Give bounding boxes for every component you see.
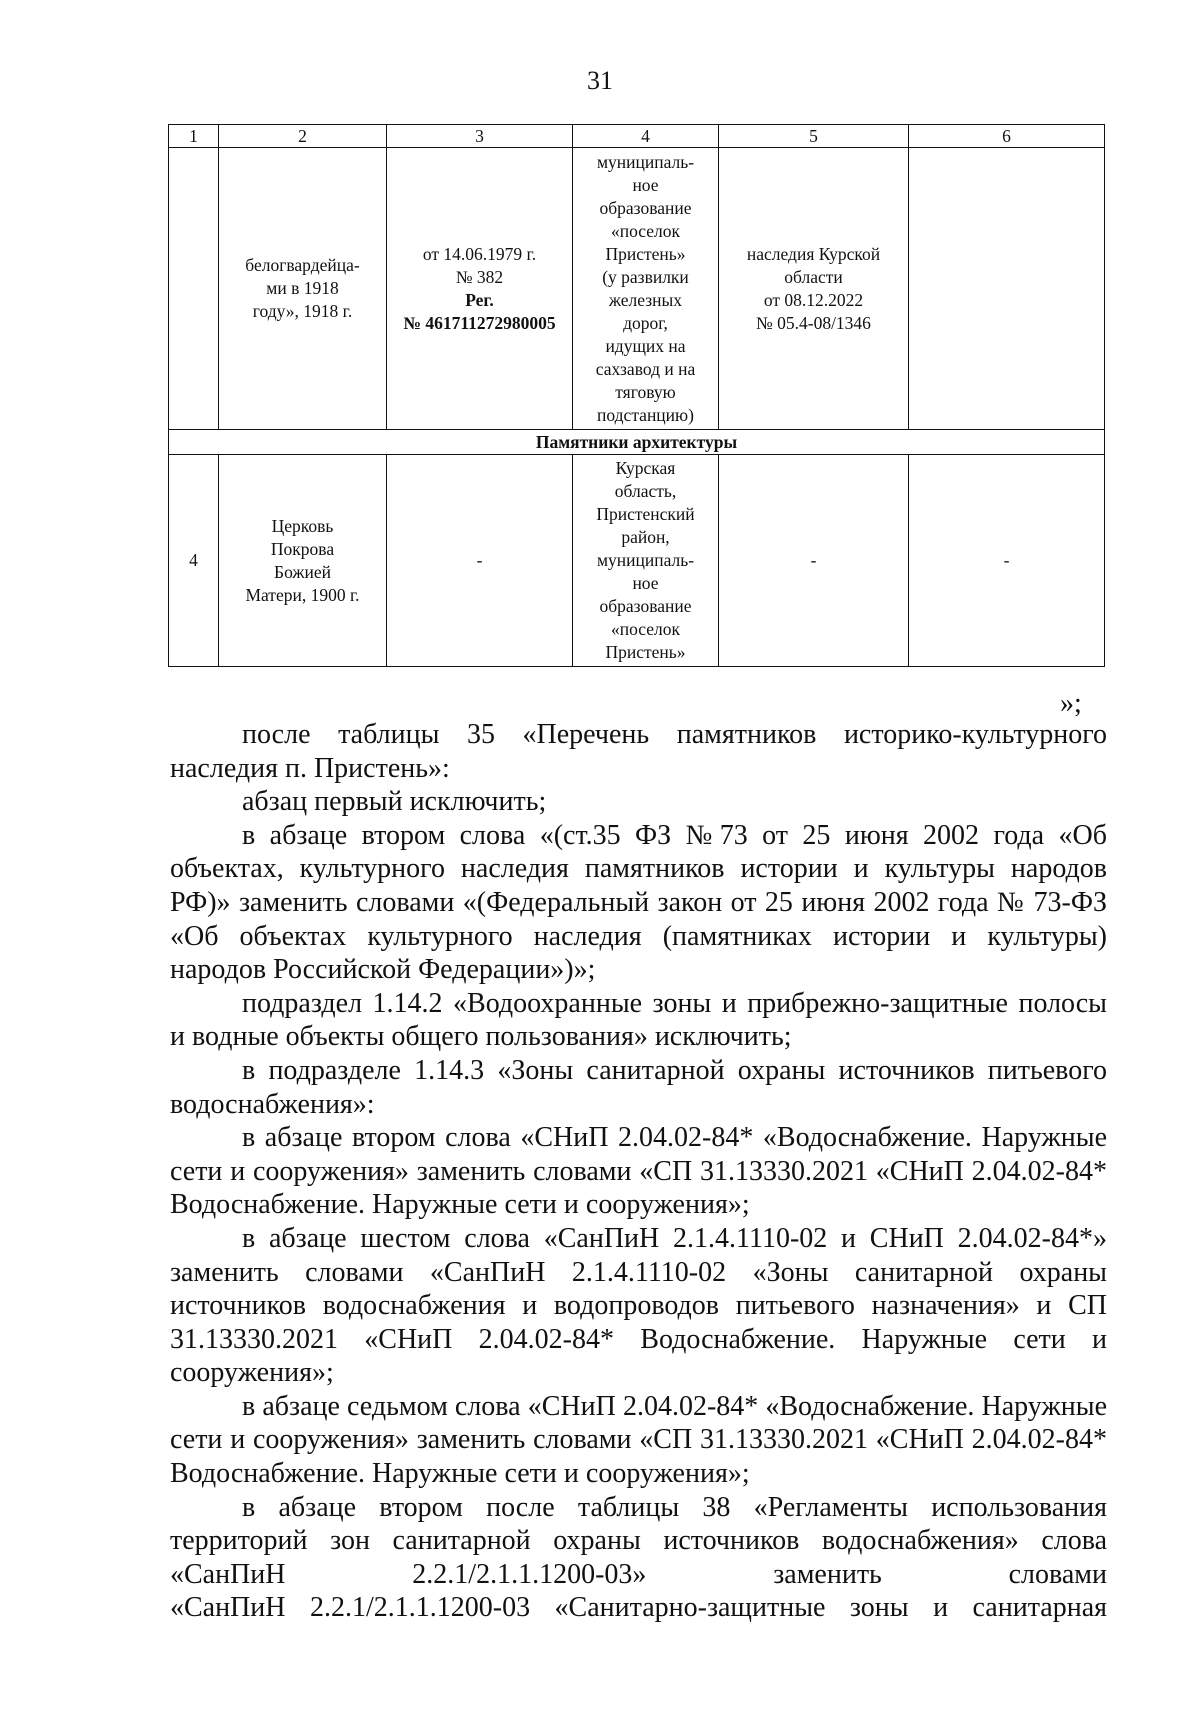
- table-header-cell: 4: [573, 125, 719, 148]
- registry-number: № 461711272980005: [403, 312, 556, 333]
- registry-label: Рег.: [465, 289, 494, 310]
- table-cell: муниципаль- ное образование «поселок Пристень» (у развилки железных дорог, идущих на сахзавод и на тяговую подстанцию): [573, 148, 719, 430]
- paragraph: в подразделе 1.14.3 «Зоны санитарной охраны источников питьевого водоснабжения»:: [170, 1054, 1107, 1120]
- table-cell-registration: [387, 148, 573, 430]
- paragraph: в абзаце седьмом слова «СНиП 2.04.02-84* «Водоснабжение. Наружные сети и сооружения» заменить словами «СП 31.13330.2021 «СНиП 2.04.02-84* Водоснабжение. Наружные сети и сооружения»;: [170, 1390, 1107, 1490]
- table-cell: [169, 148, 219, 430]
- table-cell: Церковь Покрова Божией Матери, 1900 г.: [219, 455, 387, 667]
- table-cell-number: 4: [169, 455, 219, 667]
- table-cell: -: [387, 455, 573, 667]
- table-header-row: [169, 125, 1105, 148]
- paragraph: «СанПиН 2.2.1/2.1.1.1200-03 «Санитарно-защитные зоны и санитарная: [170, 1592, 1107, 1624]
- table-cell: -: [719, 455, 909, 667]
- table-header-cell: 3: [387, 125, 573, 148]
- table-section-row: [169, 430, 1105, 455]
- table-row: [169, 455, 1105, 667]
- monuments-table: [168, 124, 1105, 667]
- table-cell: Курская область, Пристенский район, муниципаль- ное образование «поселок Пристень»: [573, 455, 719, 667]
- paragraph: в абзаце втором слова «СНиП 2.04.02-84* «Водоснабжение. Наружные сети и сооружения» заменить словами «СП 31.13330.2021 «СНиП 2.04.02-84* Водоснабжение. Наружные сети и сооружения»;: [170, 1122, 1107, 1221]
- section-title: Памятники архитектуры: [169, 430, 1105, 455]
- table-header-cell: 2: [219, 125, 387, 148]
- paragraph: в абзаце шестом слова «СанПиН 2.1.4.1110-02 и СНиП 2.04.02-84*» заменить словами «СанПиН 2.1.4.1110-02 «Зоны санитарной охраны источников водоснабжения и водопроводов питьевого назначения» и СП 31.13330.2021 «СНиП 2.04.02-84* Водоснабжение. Наружные сети и сооружения»;: [170, 1222, 1107, 1389]
- table-cell: -: [909, 455, 1105, 667]
- table-cell: белогвардейца- ми в 1918 году», 1918 г.: [219, 148, 387, 430]
- paragraph: в абзаце втором слова «(ст.35 ФЗ №73 от 25 июня 2002 года «Об объектах, культурного наследия памятников истории и культуры народов РФ)» заменить словами «(Федеральный закон от 25 июня 2002 года № 73-ФЗ «Об объектах культурного наследия (памятниках истории и культуры) народов Российской Федерации»)»;: [170, 819, 1107, 986]
- table-header-cell: 6: [909, 125, 1105, 148]
- paragraph: после таблицы 35 «Перечень памятников историко-культурного наследия п. Пристень»:: [170, 719, 1107, 784]
- closing-quote: »;: [1060, 688, 1082, 719]
- table-header-cell: 5: [719, 125, 909, 148]
- page-number: 31: [587, 66, 613, 95]
- table-cell: [909, 148, 1105, 430]
- paragraph: абзац первый исключить;: [242, 786, 547, 818]
- table-row: [169, 148, 1105, 430]
- document-body: [170, 718, 1107, 1625]
- registration-date: от 14.06.1979 г.: [422, 243, 537, 264]
- paragraph: в абзаце втором после таблицы 38 «Регламенты использования территорий зон санитарной охраны источников водоснабжения» слова «СанПиН 2.2.1/2.1.1.1200-03» заменить словами: [170, 1491, 1107, 1590]
- paragraph: подраздел 1.14.2 «Водоохранные зоны и прибрежно-защитные полосы и водные объекты общего пользования» исключить;: [170, 987, 1107, 1053]
- registration-number: № 382: [455, 266, 504, 287]
- table-cell: наследия Курской области от 08.12.2022 № 05.4-08/1346: [719, 148, 909, 430]
- table-header-cell: 1: [169, 125, 219, 148]
